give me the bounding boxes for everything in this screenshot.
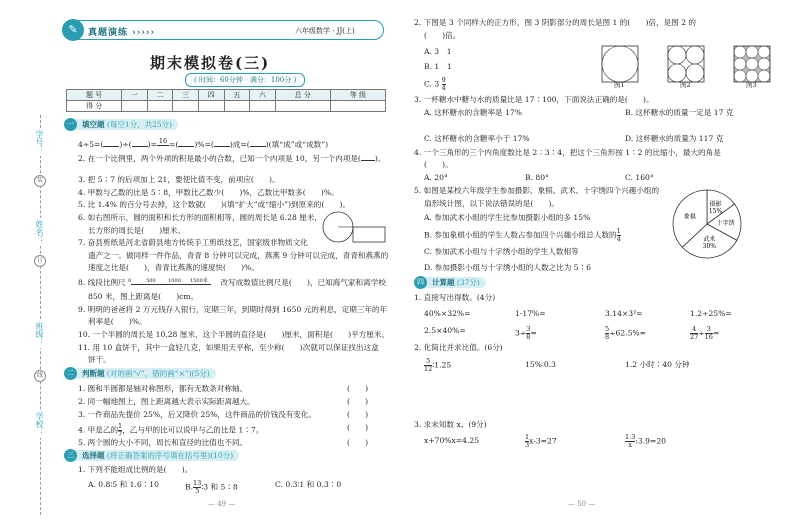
answer-blank[interactable] (361, 153, 375, 161)
choice-1: 1. 下列不能组成比例的是( )。 (78, 465, 193, 474)
score-header: 题 号 (67, 90, 122, 101)
question-2 (78, 153, 385, 164)
header-title: 真题演练 ››››› (88, 28, 156, 38)
section-name: 填空题 (82, 120, 105, 129)
fraction-top: 5 (424, 358, 432, 366)
pie-chart (670, 187, 745, 262)
fraction (442, 77, 446, 92)
pencil-icon: ✎ (62, 19, 84, 41)
binding-hole: 订 (34, 255, 46, 267)
binding-hole: 线 (34, 370, 46, 382)
pie-label: 30% (702, 243, 717, 251)
score-header: 二 (147, 90, 173, 101)
question-8-line2: 850 米，图上距离是( )cm。 (88, 292, 199, 301)
section-name: 计算题 (432, 278, 455, 287)
scale-tick: 1000 (168, 278, 181, 284)
figure-2 (668, 46, 704, 82)
judge-1: 1. 圆和半圆都是轴对称图形，都有无数条对称轴。 (78, 384, 248, 393)
score-cell[interactable] (122, 101, 148, 112)
q1-part: )(填“成”或“成数”) (265, 140, 329, 149)
section-number: 四 (414, 276, 427, 289)
score-header: 六 (250, 90, 276, 101)
fraction-bottom: 8 (526, 333, 531, 341)
calc-item[interactable] (605, 326, 646, 341)
option-b-label: B. (185, 482, 193, 492)
question-5: 5. 比 1.4% 的百分号去掉，这个数就( )(填“扩大”或“缩小”)到原来的( )。 (78, 200, 351, 209)
fraction-bottom: 3 (525, 441, 530, 449)
fraction (705, 326, 713, 341)
option-b-text: B. 参加象棋小组的学生人数占参加四个兴趣小组总人数的 (424, 230, 617, 240)
ratio-item[interactable]: 1.2 小时∶40 分钟 (625, 360, 690, 369)
class-label: 班级： (35, 322, 44, 346)
section-name: 判断题 (82, 369, 105, 378)
scale-tick: 0 (128, 278, 132, 284)
score-cell[interactable] (147, 101, 173, 112)
judge-2: 2. 同一幅地图上，图上距离越大表示实际距离越大。 (78, 397, 255, 406)
section-note: (将正确答案的序号填在括号里)(10分) (106, 451, 234, 460)
r-q5-option-c[interactable]: C. 参加武术小组与十字绣小组的学生人数相等 (424, 247, 579, 256)
figure-label: 图2 (680, 81, 691, 89)
q1-part: )成=( (229, 140, 250, 149)
calc-question-1: 1. 直接写出得数。(4分) (414, 293, 496, 302)
binding-sidebar (0, 0, 58, 529)
fraction-top: 9 (441, 76, 446, 84)
q1-part: =( (168, 140, 179, 149)
r-question-5-line2: 扇形统计图，以下说法错误的是( )。 (424, 199, 560, 208)
r-q3-option-d[interactable]: D. 这杯糖水的质量为 117 克 (625, 134, 724, 143)
answer-blank[interactable] (157, 146, 169, 152)
question-1 (78, 138, 328, 152)
q8-text: 8. 线段比例尺 (78, 278, 126, 287)
section-number: 一 (64, 118, 77, 131)
answer-paren[interactable]: ( ) (347, 438, 369, 447)
section-note: (对的画“√”，错的画“×”)(5分) (106, 369, 210, 378)
answer-paren[interactable]: ( ) (347, 423, 369, 432)
scale-tick: 1500米 (190, 278, 208, 284)
section-multiple-choice (64, 450, 239, 461)
answer-blank[interactable] (178, 139, 194, 147)
scale-tick: 500 (146, 278, 156, 284)
pie-label: 象棋 (683, 213, 696, 221)
section-fill-blank (64, 119, 178, 130)
r-question-2-line1: 2. 下图是 3 个同样大的正方形，图 3 阴影部分的周长是图 1 的( )倍，是图 2 的 (414, 18, 697, 27)
q8-text: 改写成数值比例尺是( )，已知海气家和离学校 (220, 278, 386, 287)
fraction (617, 228, 621, 243)
q2-end: )。 (374, 154, 386, 163)
question-11-line2: 饼干。 (88, 355, 111, 364)
judge-4 (78, 423, 263, 438)
score-header: 三 (173, 90, 199, 101)
score-cell[interactable] (198, 101, 224, 112)
score-cell[interactable] (250, 101, 276, 112)
fraction-top: 1 (118, 422, 123, 430)
calc-item[interactable]: 2.5×40%= (424, 326, 466, 335)
question-3: 3. 把 5∶7 的后项加上 21，要使比值不变，前项应( )。 (78, 175, 280, 184)
r-question-4-line1: 4. 一个三角形的三个内角度数比是 2∶3∶4，把这个三角形按 1∶2 的比缩小，最大的角是 (414, 148, 721, 157)
r-q4-option-a[interactable]: A. 20° (424, 173, 448, 182)
r-q3-option-a[interactable]: A. 这杯糖水的含糖率是 17% (424, 108, 522, 117)
q1-part: )= (147, 140, 157, 149)
fraction-bottom: 8 (605, 333, 610, 341)
q1-part: )%=( (194, 140, 214, 149)
calc-item[interactable]: 40%×32%= (424, 309, 471, 318)
time-score-info: ( 时间：60分钟 满分：100分 ) (185, 73, 305, 87)
r-question-4-line2: ( )。 (424, 160, 453, 169)
option-b-text: ∶3 和 5∶8 (201, 482, 238, 492)
section-note: (37分) (456, 278, 480, 287)
fraction-top: 16 (158, 137, 168, 145)
choice-1-option-b[interactable] (185, 480, 238, 495)
name-label: 姓名： (35, 220, 44, 244)
fraction-top: 3 (705, 326, 713, 334)
fraction (157, 138, 169, 152)
question-4: 4. 甲数与乙数的比是 5∶8，甲数比乙数少( )%，乙数比甲数多( )%。 (78, 188, 339, 197)
page-number: — 49 — (208, 500, 236, 508)
pie-label: 摄影 (709, 200, 722, 208)
fraction-bottom: x (628, 441, 632, 449)
fraction (526, 326, 530, 341)
r-q2-option-b[interactable]: B. 1 1 (424, 62, 452, 71)
question-10: 10. 一个半圆的周长是 10.28 厘米，这个半圆的直径是( )厘米，面积是( )平方厘米。 (78, 330, 390, 339)
score-cell[interactable] (330, 101, 385, 112)
circle-rectangle-figure (322, 210, 388, 244)
answer-paren[interactable]: ( ) (347, 384, 369, 393)
q1-part: )÷( (119, 140, 132, 149)
fraction-top: 3 (526, 325, 531, 333)
answer-blank[interactable] (214, 139, 230, 147)
figure-label: 图3 (746, 81, 757, 89)
calc-text: ÷ (698, 328, 705, 338)
calc-text: 3÷ (515, 328, 527, 338)
fraction-bottom: 12 (424, 365, 433, 373)
score-header: 一 (122, 90, 148, 101)
fraction-bottom: 16 (704, 333, 713, 341)
q1-part: 4÷5=( (78, 140, 104, 149)
r-q5-option-d[interactable]: D. 参加摄影小组与十字绣小组的人数之比为 5∶6 (424, 263, 592, 272)
score-header: 总 分 (275, 90, 330, 101)
score-table (66, 89, 386, 112)
header-grade: 六年级数学 · JJ(上) (295, 27, 355, 35)
fraction (625, 434, 635, 449)
equation-item[interactable] (625, 434, 666, 449)
fraction-top: 1 (616, 227, 621, 235)
q2-text: 2. 在一个比例里，两个外项的积是最小的合数，已知一个内项是 10，另一个内项是( (78, 154, 361, 163)
answer-blank[interactable] (132, 139, 148, 147)
r-q5-option-a[interactable]: A. 参加武术小组的学生比参加摄影小组的多 15% (424, 213, 591, 222)
question-9-line2: 利率是( )%。 (88, 317, 147, 326)
section-name: 选择题 (82, 451, 105, 460)
fraction-bottom: 5 (195, 487, 200, 495)
score-cell[interactable] (173, 101, 199, 112)
option-c-label: C. 3 (424, 79, 440, 89)
equation-item[interactable]: x+70%x=4.25 (424, 436, 480, 445)
answer-paren[interactable]: ( ) (347, 410, 369, 419)
r-q2-option-a[interactable]: A. 3 1 (424, 47, 452, 56)
r-q3-option-c[interactable]: C. 这杯糖水的含糖率小于 17% (424, 134, 530, 143)
pie-label: 武术 (703, 236, 716, 244)
fraction-top: 1 (525, 433, 530, 441)
page-number: — 50 — (568, 500, 596, 508)
r-q4-option-c[interactable]: C. 160° (625, 173, 654, 182)
ratio-item[interactable]: 15%∶0.3 (525, 360, 556, 369)
calc-question-3: 3. 求未知数 x。(9分) (414, 420, 487, 429)
school-label: 学校： (35, 412, 44, 436)
answer-blank[interactable] (103, 139, 119, 147)
question-7-line2: 遗产之一。做同样一件作品，青青 8 分钟可以完成，燕燕 9 分钟可以完成，青青和燕燕的 (88, 251, 389, 260)
calc-item[interactable]: 1.2÷25%= (690, 309, 732, 318)
section-calculation (414, 277, 486, 288)
choice-1-option-c[interactable]: C. 0.3∶1 和 0.3∶0 (275, 480, 342, 489)
figure-3 (734, 46, 770, 82)
calc-item[interactable]: 3÷ $\frac{3}{8}$ = (515, 325, 537, 341)
question-9-line1: 9. 明明的爸爸将 2 万元钱存入银行，定期三年，到期时得到 1650 元的利息，定期三年的年 (78, 305, 388, 314)
j4-text: ，乙与甲的比可以说甲与乙的比是 1∶7。 (122, 425, 264, 435)
question-11-line1: 11. 用 10 盒饼干，其中一盒轻几克，如果用天平称，至少称( )次就可以保证找出这盒 (78, 343, 379, 352)
equation-item[interactable] (525, 434, 557, 449)
r-q4-option-b[interactable]: B. 80° (525, 173, 549, 182)
fraction-bottom: 7 (118, 430, 123, 438)
rectangle-shape (353, 227, 385, 242)
ratio-item[interactable] (424, 358, 451, 373)
fraction-bottom: 4 (616, 235, 621, 243)
r-question-2-line2: ( )倍。 (424, 31, 461, 40)
fraction-top: 4 (690, 326, 698, 334)
calc-text: ÷62.5%= (609, 328, 646, 338)
calc-item[interactable]: $\frac{4}{27}$ ÷ $\frac{3}{16}$ = (690, 325, 720, 341)
answer-paren[interactable]: ( ) (347, 397, 369, 406)
equation-text: :3.9=20 (635, 436, 667, 446)
question-8-line1 (78, 278, 386, 288)
section-number: 二 (64, 367, 77, 380)
fraction-top: 13 (193, 479, 202, 487)
fraction-bottom: 4 (441, 84, 446, 92)
figure-1 (602, 46, 638, 82)
question-7-line3: 速度之比是( )，青青比燕燕的速度快( )%。 (88, 263, 259, 272)
binding-hole: 装 (34, 175, 46, 187)
r-q3-option-b[interactable]: B. 这杯糖水的质量一定是 17 克 (625, 108, 734, 117)
section-note: (每空1分，共25分) (106, 120, 173, 129)
calc-question-2: 2. 化简比并求比值。(6分) (414, 343, 503, 352)
section-number: 三 (64, 449, 77, 462)
judge-5: 5. 两个圆的大小不同，周长和直径的比值也不同。 (78, 438, 248, 447)
question-7-line1: 7. 奋县剪纸是河北省蔚县地方传统手工剪纸技艺，国家级非物质文化 (78, 238, 308, 247)
right-page (400, 0, 800, 529)
choice-1-option-a[interactable]: A. 0.8∶5 和 1.6∶10 (88, 480, 159, 489)
section-true-false (64, 368, 216, 379)
r-q5-option-b[interactable] (424, 228, 621, 243)
score-header: 等 级 (330, 90, 385, 101)
pie-label: 15% (708, 207, 723, 215)
score-cell[interactable] (224, 101, 250, 112)
score-cell[interactable] (275, 101, 330, 112)
r-question-5-line1: 5. 如图是某校六年级学生参加摄影、象棋、武术、十字绣四个兴趣小组的 (414, 186, 660, 195)
r-question-3: 3. 一杯糖水中糖与水的质量比是 17∶100，下面说法正确的是( )。 (414, 95, 654, 104)
page-title: 期末模拟卷(三) (150, 54, 271, 72)
equation-text: x-3=27 (529, 436, 557, 446)
j4-text: 4. 甲是乙的 (78, 425, 119, 435)
answer-blank[interactable] (250, 139, 266, 147)
student-number-label: 学号： (35, 130, 44, 154)
r-q2-option-c[interactable] (424, 77, 446, 92)
ratio-text: ∶1.25 (432, 360, 452, 370)
pie-label: 十字绣 (716, 219, 735, 227)
calc-item[interactable]: 1-17%= (515, 309, 546, 318)
fraction-top: 5 (605, 325, 610, 333)
score-header: 五 (224, 90, 250, 101)
score-row-label: 得 分 (67, 101, 122, 112)
fraction-top: 1.3 (625, 433, 636, 441)
calc-item[interactable]: 3.14×3²= (605, 309, 643, 318)
fraction-bottom: 27 (690, 333, 699, 341)
figure-label: 图1 (614, 81, 625, 89)
score-header: 四 (198, 90, 224, 101)
judge-3: 3. 一件商品先提价 25%，后又降价 25%，这件商品的价钱没有变化。 (78, 410, 317, 419)
question-6-line1: 6. 如右图所示，圆的面积和长方形的面积相等，圆的周长是 6.28 厘米， (78, 213, 323, 222)
scale-bar (128, 278, 218, 288)
question-6-line2: 长方形的周长是( )厘米。 (88, 226, 186, 235)
